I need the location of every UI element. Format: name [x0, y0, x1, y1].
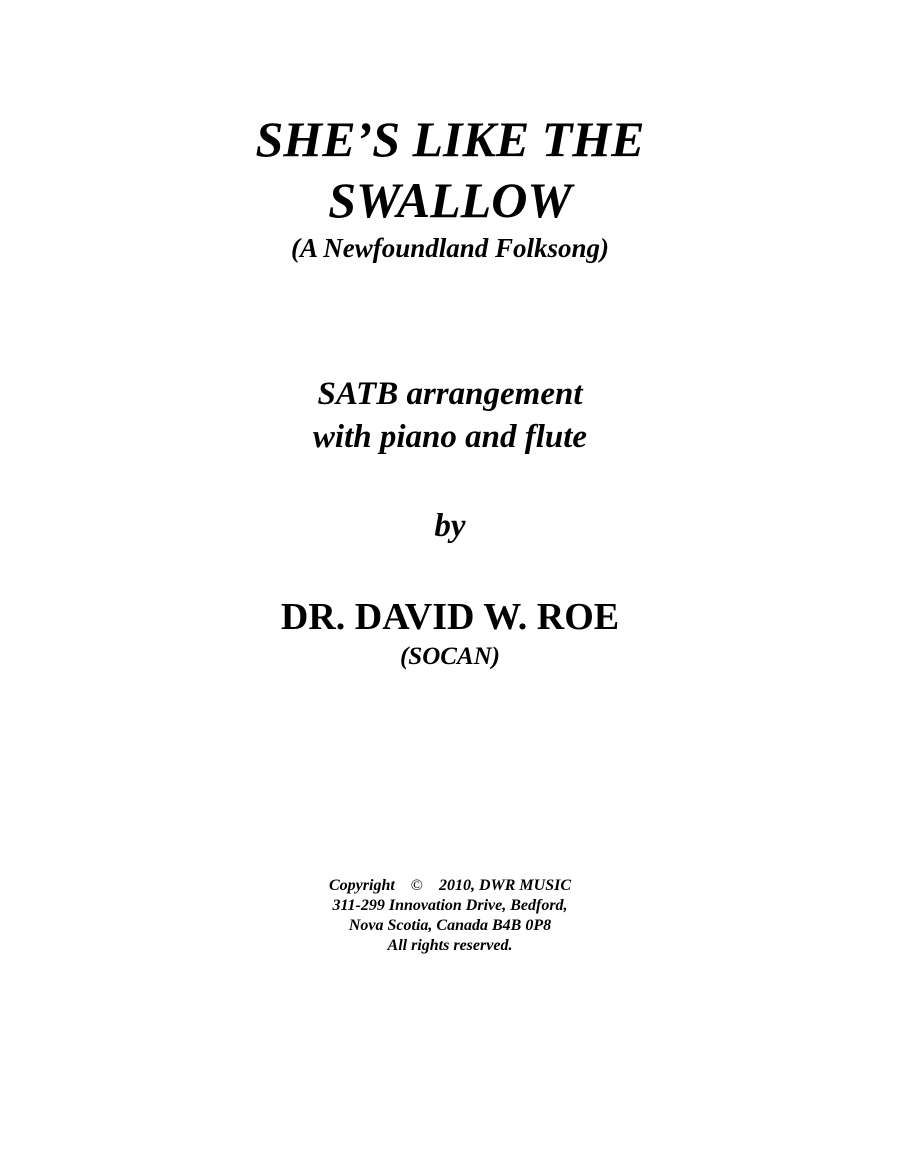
subtitle: (A Newfoundland Folksong): [290, 233, 610, 263]
arrangement-line-1: SATB arrangement: [317, 376, 583, 412]
arrangement-line-2: with piano and flute: [312, 419, 588, 455]
copyright-suffix: 2010, DWR MUSIC: [438, 877, 571, 894]
composer-name: DR. DAVID W. ROE: [280, 596, 620, 638]
rights-reserved: All rights reserved.: [387, 937, 513, 954]
copyright-icon: ©: [410, 877, 423, 894]
copyright-line: [0, 876, 900, 896]
address-line-1: 311-299 Innovation Drive, Bedford,: [332, 897, 568, 914]
composer-society: (SOCAN): [399, 643, 500, 670]
address-line-2: Nova Scotia, Canada B4B 0P8: [348, 917, 552, 934]
title-line-2: SWALLOW: [328, 172, 572, 228]
title-line-1: SHE’S LIKE THE: [255, 111, 645, 167]
by-label: by: [434, 508, 466, 544]
copyright-prefix: Copyright: [329, 877, 395, 894]
